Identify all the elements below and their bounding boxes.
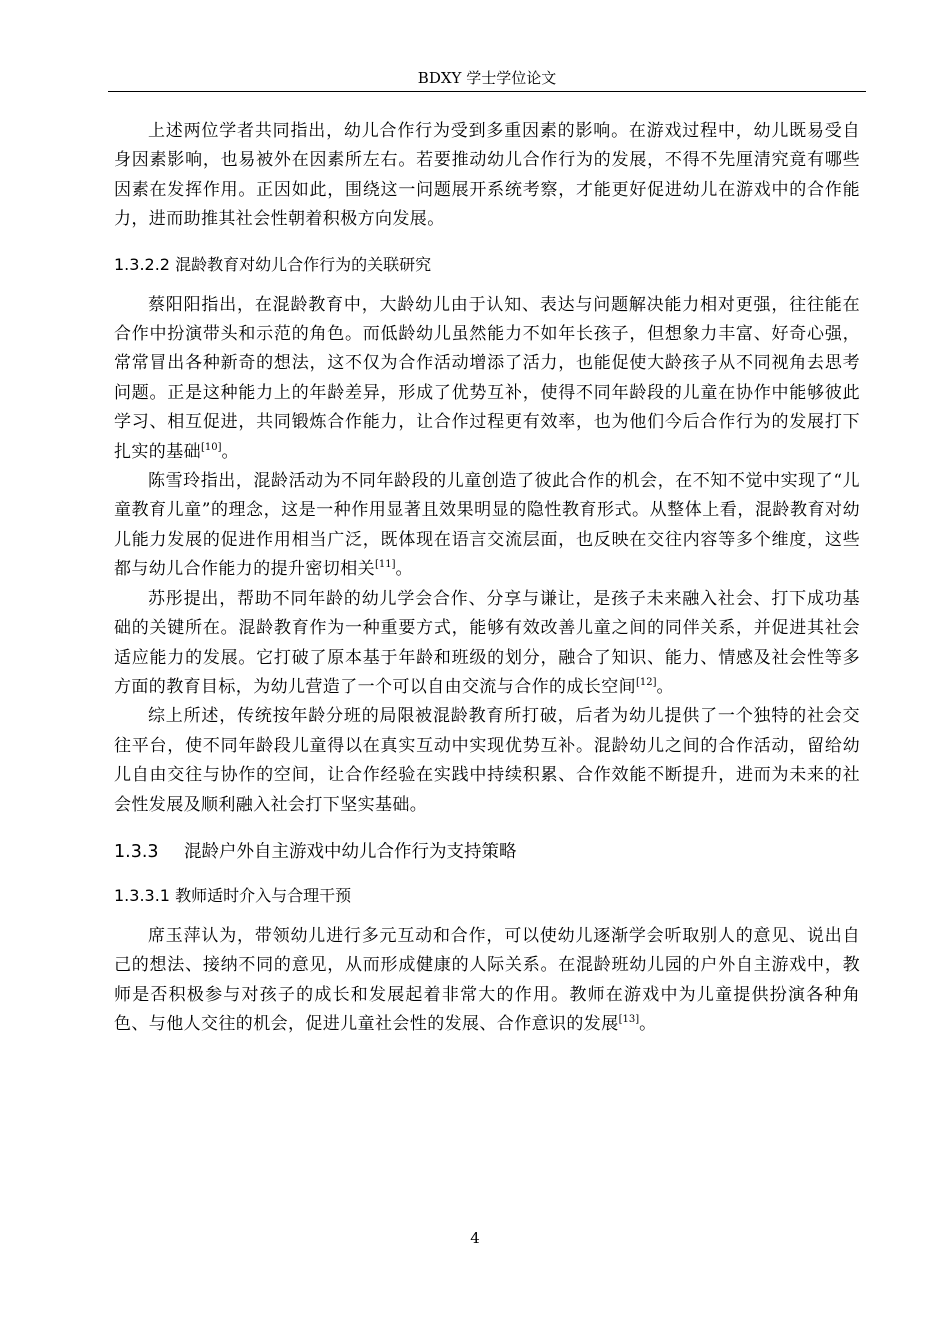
section-heading-1-3-2-2: 1.3.2.2 混龄教育对幼儿合作行为的关联研究 bbox=[114, 254, 432, 274]
section-title: 混龄户外自主游戏中幼儿合作行为支持策略 bbox=[184, 841, 517, 862]
section-heading-1-3-3 bbox=[114, 838, 860, 866]
citation-ref: [10] bbox=[201, 441, 222, 453]
paragraph: 综上所述，传统按年龄分班的局限被混龄教育所打破，后者为幼儿提供了一个独特的社会交往平台，使不同年龄段儿童得以在真实互动中实现优势互补。混龄幼儿之间的合作活动，留给幼儿自由交往与协作的空间，让合作经验在实践中持续积累、合作效能不断提升，进而为未来的社会性发展及顺利融入社会打下坚实基础。 bbox=[114, 706, 860, 815]
paragraph: 陈雪玲指出，混龄活动为不同年龄段的儿童创造了彼此合作的机会，在不知不觉中实现了“儿童教育儿童”的理念，这是一种作用显著且效果明显的隐性教育形式。从整体上看，混龄教育对幼儿能力发展的促进作用相当广泛，既体现在语言交流层面，也反映在交往内容等多个维度，这些都与幼儿合作能力的提升密切相关[11]。 bbox=[114, 471, 860, 580]
citation-ref: [12] bbox=[636, 676, 657, 688]
section-heading-1-3-3-1: 1.3.3.1 教师适时介入与合理干预 bbox=[114, 885, 352, 905]
paragraph: 席玉萍认为，带领幼儿进行多元互动和合作，可以使幼儿逐渐学会听取别人的意见、说出自己的想法、接纳不同的意见，从而形成健康的人际关系。在混龄班幼儿园的户外自主游戏中，教师是否积极参与对孩子的成长和发展起着非常大的作用。教师在游戏中为儿童提供扮演各种角色、与他人交往的机会，促进儿童社会性的发展、合作意识的发展[13]。 bbox=[114, 925, 860, 1035]
paragraph: 上述两位学者共同指出，幼儿合作行为受到多重因素的影响。在游戏过程中，幼儿既易受自身因素影响，也易被外在因素所左右。若要推动幼儿合作行为的发展，不得不先厘清究竟有哪些因素在发挥作用。正因如此，围绕这一问题展开系统考察，才能更好促进幼儿在游戏中的合作能力，进而助推其社会性朝着积极方向发展。 bbox=[114, 121, 860, 230]
running-header: BDXY 学士学位论文 bbox=[417, 69, 557, 87]
page-body bbox=[114, 117, 860, 1040]
section-number: 1.3.3 bbox=[114, 841, 159, 862]
paragraph: 苏彤提出，帮助不同年龄的幼儿学会合作、分享与谦让，是孩子未来融入社会、打下成功基础的关键所在。混龄教育作为一种重要方式，能够有效改善儿童之间的同伴关系，并促进其社会适应能力的发展。它打破了原本基于年龄和班级的划分，融合了知识、能力、情感及社会性等多方面的教育目标，为幼儿营造了一个可以自由交流与合作的成长空间[12]。 bbox=[114, 588, 860, 697]
citation-ref: [11] bbox=[375, 559, 396, 571]
page-number: 4 bbox=[470, 1229, 480, 1247]
paragraph: 蔡阳阳指出，在混龄教育中，大龄幼儿由于认知、表达与问题解决能力相对更强，往往能在合作中扮演带头和示范的角色。而低龄幼儿虽然能力不如年长孩子，但想象力丰富、好奇心强，常常冒出各种新奇的想法，这不仅为合作活动增添了活力，也能促使大龄孩子从不同视角去思考问题。正是这种能力上的年龄差异，形成了优势互补，使得不同年龄段的儿童在协作中能够彼此学习、相互促进，共同锻炼合作能力，让合作过程更有效率，也为他们今后合作行为的发展打下扎实的基础[10]。 bbox=[114, 294, 860, 462]
citation-ref: [13] bbox=[618, 1014, 640, 1026]
header-rule bbox=[108, 91, 866, 92]
